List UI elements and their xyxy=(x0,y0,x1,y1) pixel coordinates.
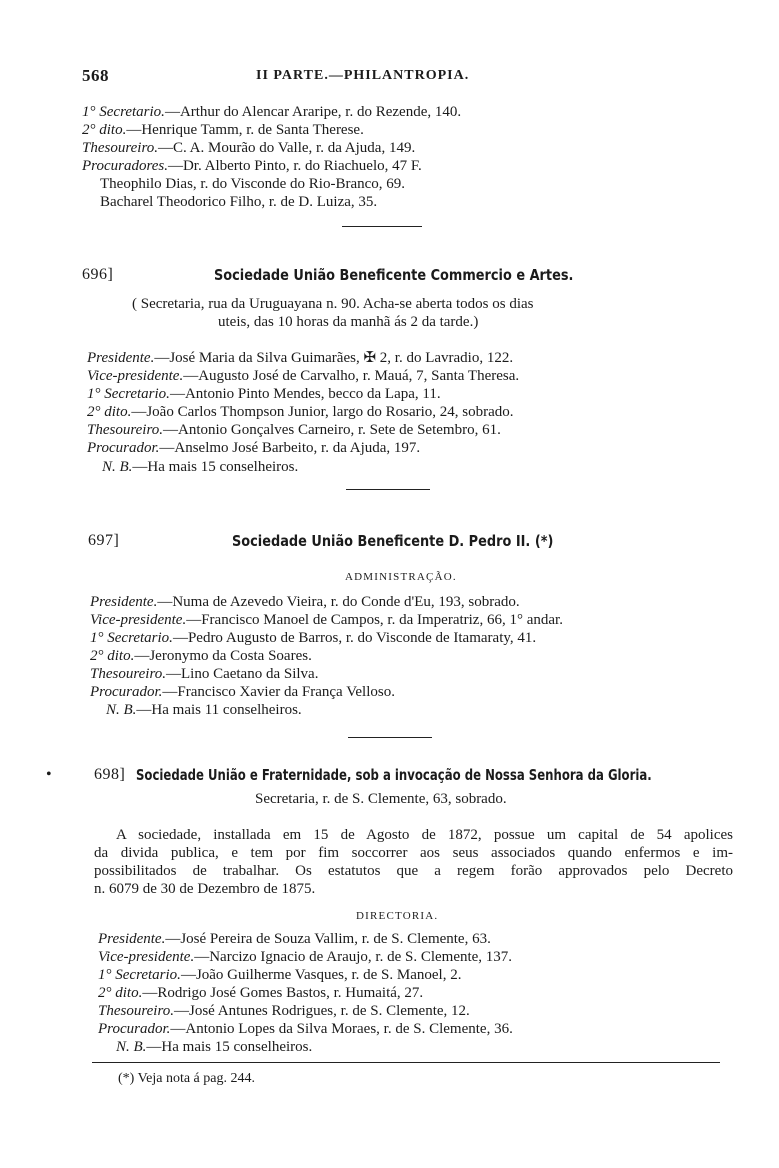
society-title-696: Sociedade União Beneficente Commercio e Artes. xyxy=(214,266,574,284)
entry-line: Procurador.—Francisco Xavier da França Velloso. xyxy=(90,684,395,700)
section-divider xyxy=(346,489,430,490)
entry-line: Thesoureiro.—José Antunes Rodrigues, r. de S. Clemente, 12. xyxy=(98,1003,470,1019)
entry-line: Presidente.—Numa de Azevedo Vieira, r. do Conde d'Eu, 193, sobrado. xyxy=(90,594,520,610)
entry-line: 1° Secretario.—Pedro Augusto de Barros, r. do Visconde de Itamaraty, 41. xyxy=(90,630,537,646)
secretaria-note-line: uteis, das 10 horas da manhã ás 2 da tarde.) xyxy=(218,314,479,330)
paragraph-line: A sociedade, installada em 15 de Agosto de 1872, possue um capital de 54 apolices xyxy=(116,827,733,843)
footnote: (*) Veja nota á pag. 244. xyxy=(118,1071,255,1086)
subheading-administracao: ADMINISTRAÇÃO. xyxy=(345,571,457,583)
entry-line: 2° dito.—Jeronymo da Costa Soares. xyxy=(90,648,312,664)
page-number: 568 xyxy=(82,66,109,85)
entry-number-698: 698] xyxy=(94,766,126,783)
section-divider xyxy=(342,226,422,227)
footnote-rule xyxy=(92,1062,720,1063)
entry-line: N. B.—Ha mais 11 conselheiros. xyxy=(106,702,302,718)
entry-line: Thesoureiro.—Lino Caetano da Silva. xyxy=(90,666,319,682)
entry-line: Procurador.—Antonio Lopes da Silva Moraes, r. de S. Clemente, 36. xyxy=(98,1021,513,1037)
entry-line: Vice-presidente.—Narcizo Ignacio de Araujo, r. de S. Clemente, 137. xyxy=(98,949,513,965)
running-title: II PARTE.—PHILANTROPIA. xyxy=(256,68,470,83)
entry-line: Thesoureiro.—Antonio Gonçalves Carneiro, r. Sete de Setembro, 61. xyxy=(87,422,501,438)
entry-line: Thesoureiro.—C. A. Mourão do Valle, r. da Ajuda, 149. xyxy=(82,140,416,156)
entry-line: Vice-presidente.—Francisco Manoel de Campos, r. da Imperatriz, 66, 1° andar. xyxy=(90,612,563,628)
margin-bullet: • xyxy=(46,766,52,783)
entry-line: Theophilo Dias, r. do Visconde do Rio-Branco, 69. xyxy=(100,176,406,192)
paragraph-line: possibilitados de trabalhar. Os estatutos que a regem forão approvados pelo Decreto xyxy=(94,863,733,879)
secretaria-note-line: ( Secretaria, rua da Uruguayana n. 90. Acha-se aberta todos os dias xyxy=(132,296,534,312)
entry-number-696: 696] xyxy=(82,266,114,283)
entry-line: N. B.—Ha mais 15 conselheiros. xyxy=(116,1039,313,1055)
entry-line: Bacharel Theodorico Filho, r. de D. Luiza, 35. xyxy=(100,194,378,210)
section-divider xyxy=(348,737,432,738)
entry-line: 2° dito.—João Carlos Thompson Junior, largo do Rosario, 24, sobrado. xyxy=(87,404,514,420)
entry-line: 2° dito.—Henrique Tamm, r. de Santa Therese. xyxy=(82,122,364,138)
entry-line: 1° Secretario.—Antonio Pinto Mendes, becco da Lapa, 11. xyxy=(87,386,441,402)
entry-line: Vice-presidente.—Augusto José de Carvalho, r. Mauá, 7, Santa Theresa. xyxy=(87,368,520,384)
secretaria-address: Secretaria, r. de S. Clemente, 63, sobrado. xyxy=(255,791,507,807)
society-title-698: Sociedade União e Fraternidade, sob a invocação de Nossa Senhora da Gloria. xyxy=(136,766,652,784)
society-title-697: Sociedade União Beneficente D. Pedro II. (*) xyxy=(232,532,554,550)
entry-line: 1° Secretario.—João Guilherme Vasques, r. de S. Manoel, 2. xyxy=(98,967,462,983)
entry-number-697: 697] xyxy=(88,532,120,549)
subheading-directoria: DIRECTORIA. xyxy=(356,910,439,922)
entry-line: Presidente.—José Pereira de Souza Vallim, r. de S. Clemente, 63. xyxy=(98,931,491,947)
paragraph-line: da divida publica, e tem por fim soccorrer aos seus associados quando enfermos e im- xyxy=(94,845,733,861)
entry-line: Procuradores.—Dr. Alberto Pinto, r. do Riachuelo, 47 F. xyxy=(82,158,422,174)
entry-line: Procurador.—Anselmo José Barbeito, r. da Ajuda, 197. xyxy=(87,440,421,456)
paragraph-line: n. 6079 de 30 de Dezembro de 1875. xyxy=(94,881,316,897)
entry-line: N. B.—Ha mais 15 conselheiros. xyxy=(102,459,299,475)
entry-line: Presidente.—José Maria da Silva Guimarães, ✠ 2, r. do Lavradio, 122. xyxy=(87,350,514,366)
entry-line: 2° dito.—Rodrigo José Gomes Bastos, r. Humaitá, 27. xyxy=(98,985,424,1001)
entry-line: 1° Secretario.—Arthur do Alencar Araripe, r. do Rezende, 140. xyxy=(82,104,462,120)
